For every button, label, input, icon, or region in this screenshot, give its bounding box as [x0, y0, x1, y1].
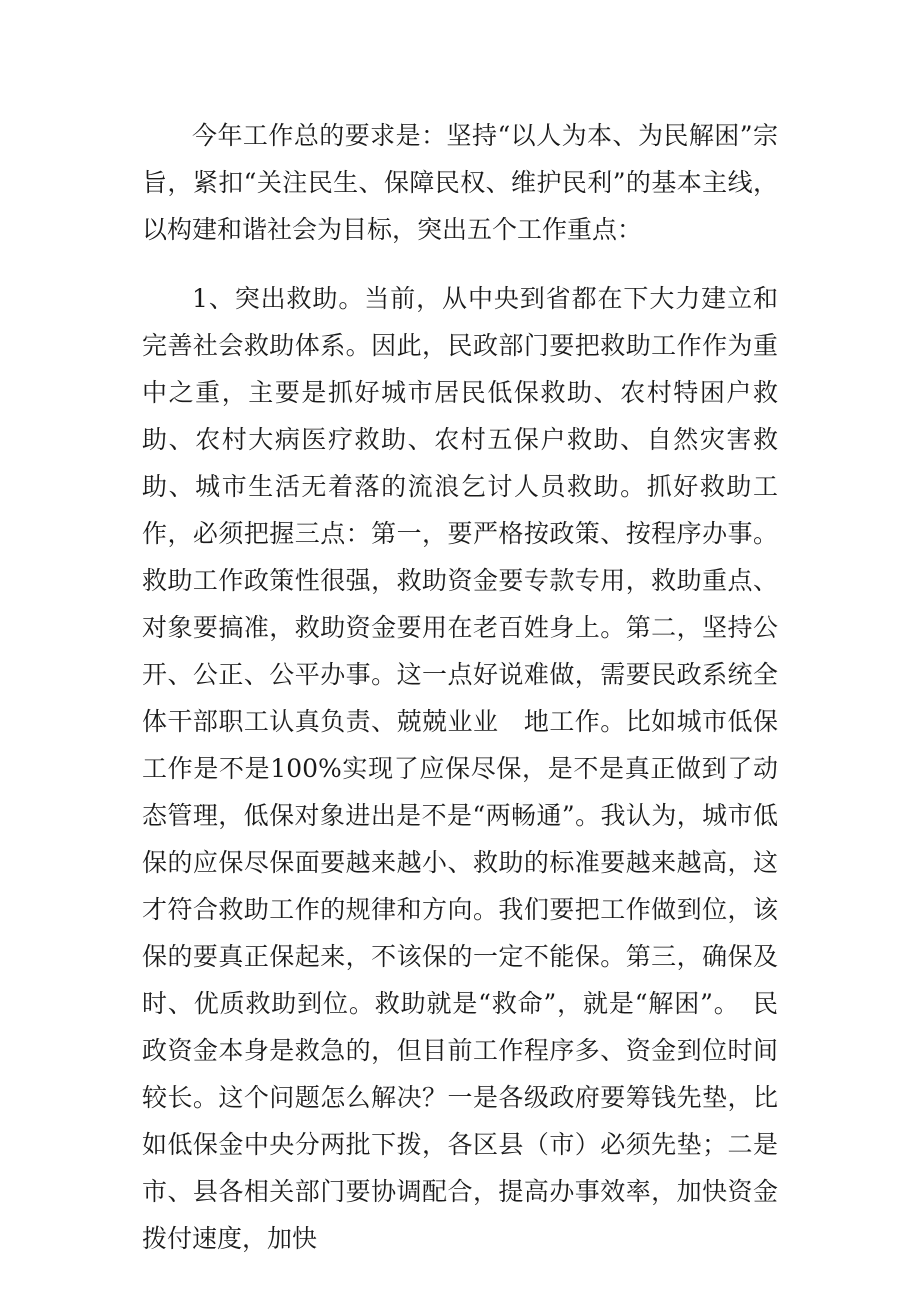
paragraph-intro: 今年工作总的要求是：坚持“以人为本、为民解困”宗旨，紧扣“关注民生、保障民权、维护民利”的基本主线，以构建和谐社会为目标，突出五个工作重点：	[142, 121, 778, 244]
document-body	[142, 112, 778, 1262]
paragraph-relief: 1、突出救助。当前，从中央到省都在下大力建立和完善社会救助体系。因此，民政部门要把救助工作作为重中之重，主要是抓好城市居民低保救助、农村特困户救助、农村大病医疗救助、农村五保户救助、自然灾害救助、城市生活无着落的流浪乞讨人员救助。抓好救助工作，必须把握三点：第一，要严格按政策、按程序办事。救助工作政策性很强，救助资金要专款专用，救助重点、对象要搞准，救助资金要用在老百姓身上。第二，坚持公开、公正、公平办事。这一点好说难做，需要民政系统全体干部职工认真负责、兢兢业业 地工作。比如城市低保工作是不是100%实现了应保尽保，是不是真正做到了动态管理，低保对象进出是不是“两畅通”。我认为，城市低保的应保尽保面要越来越小、救助的标准要越来越高，这才符合救助工作的规律和方向。我们要把工作做到位，该保的要真正保起来，不该保的一定不能保。第三，确保及时、优质救助到位。救助就是“救命”，就是“解困”。 民政资金本身是救急的，但目前工作程序多、资金到位时间较长。这个问题怎么解决？一是各级政府要筹钱先垫，比如低保金中央分两批下拨，各区县（市）必须先垫；二是市、县各相关部门要协调配合，提高办事效率，加快资金拨付速度，加快	[142, 284, 778, 1253]
